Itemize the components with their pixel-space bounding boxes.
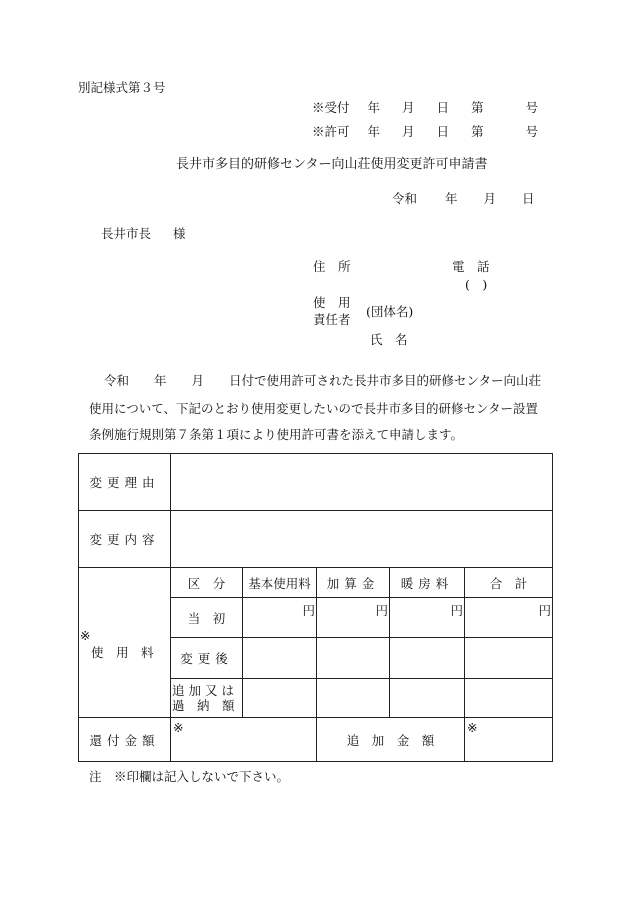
date-month: 月 (483, 191, 497, 206)
reason-label-cell (79, 454, 171, 511)
col-header-basic-fee-text: 基本使用料 (248, 575, 311, 591)
reason-label: 変更理由 (89, 475, 160, 490)
date-era: 令和 (392, 191, 418, 206)
additional-total-cell[interactable] (465, 678, 553, 717)
reception-year: 年 (367, 100, 381, 115)
refund-label-cell (79, 718, 171, 762)
date-day: 日 (522, 191, 535, 206)
application-date (392, 193, 535, 206)
document-title: 長井市多目的研修センター向山荘使用変更許可申請書 (176, 157, 488, 172)
initial-label: 当 初 (187, 610, 226, 626)
changed-basic-fee-cell[interactable] (243, 638, 317, 678)
yen-unit: 円 (538, 603, 552, 619)
content-input-cell[interactable] (171, 511, 553, 568)
initial-heating-fee-cell[interactable] (390, 598, 465, 638)
reason-row (79, 454, 553, 511)
additional-label-line2: 過 納 額 (172, 697, 235, 713)
address-label: 住 所 (313, 259, 351, 274)
refund-label: 還付金額 (89, 732, 160, 748)
col-header-surcharge (317, 568, 390, 598)
additional-basic-fee-cell[interactable] (243, 678, 317, 717)
body-line-3: 条例施行規則第７条第１項により使用許可書を添えて申請します。 (89, 427, 464, 442)
permission-day: 日 (436, 124, 450, 139)
footnote: 注 ※印欄は記入しないで下さい。 (89, 769, 290, 784)
additional-amount-cell[interactable] (465, 718, 553, 762)
col-header-category-text: 区 分 (187, 575, 226, 591)
refund-row (79, 718, 553, 762)
reception-go: 号 (525, 100, 539, 115)
content-label-cell (79, 511, 171, 568)
col-header-heating-fee (390, 568, 465, 598)
permission-line (312, 126, 538, 139)
changed-label: 変更後 (180, 651, 233, 667)
additional-surcharge-cell[interactable] (317, 678, 390, 717)
date-year: 年 (445, 191, 458, 206)
organization-label: (団体名) (366, 304, 414, 319)
initial-label-cell (171, 598, 243, 638)
refund-mark: ※ (173, 720, 184, 735)
addressee (101, 228, 186, 241)
permission-month: 月 (402, 124, 415, 139)
reception-month: 月 (402, 100, 415, 115)
additional-amount-label: 追 加 金 額 (346, 732, 435, 748)
phone-label: 電 話 (452, 259, 490, 274)
additional-heating-fee-cell[interactable] (390, 678, 465, 717)
col-header-surcharge-text: 加算金 (326, 575, 380, 591)
user-label-line2: 責任者 (313, 312, 351, 327)
fee-label-cell (79, 568, 171, 718)
reception-label: ※受付 (312, 100, 350, 115)
permission-year: 年 (367, 124, 381, 139)
initial-basic-fee-cell[interactable] (243, 598, 317, 638)
permission-go: 号 (525, 124, 539, 139)
changed-total-cell[interactable] (465, 638, 553, 678)
addressee-honorific: 様 (173, 226, 186, 241)
additional-mark: ※ (467, 720, 478, 735)
reception-no-label: 第 (471, 100, 484, 115)
yen-unit: 円 (450, 603, 463, 619)
yen-unit: 円 (375, 603, 388, 619)
refund-amount-cell[interactable] (171, 718, 317, 762)
changed-surcharge-cell[interactable] (317, 638, 390, 678)
additional-label-cell (171, 678, 243, 717)
phone-parens: ( ) (465, 277, 488, 292)
application-form-table (78, 453, 553, 762)
reception-day: 日 (436, 100, 450, 115)
col-header-basic-fee (243, 568, 317, 598)
initial-surcharge-cell[interactable] (317, 598, 390, 638)
reception-line (312, 102, 538, 115)
col-header-heating-fee-text: 暖房料 (400, 575, 454, 591)
additional-label-line1: 追加又は (172, 682, 239, 698)
col-header-category (171, 568, 243, 598)
changed-heating-fee-cell[interactable] (390, 638, 465, 678)
fee-label: 使 用 料 (91, 645, 154, 660)
initial-total-cell[interactable] (465, 598, 553, 638)
body-line-1: 令和 年 月 日付で使用許可された長井市多目的研修センター向山荘 (104, 373, 542, 388)
content-row (79, 511, 553, 568)
col-header-total (465, 568, 553, 598)
fee-header-row (79, 568, 553, 598)
permission-no-label: 第 (471, 124, 484, 139)
reason-input-cell[interactable] (171, 454, 553, 511)
form-number: 別記様式第３号 (78, 80, 166, 95)
changed-label-cell (171, 638, 243, 678)
content-label: 変更内容 (89, 532, 160, 547)
addressee-name: 長井市長 (101, 226, 152, 241)
permission-label: ※許可 (312, 124, 350, 139)
col-header-total-text: 合 計 (489, 575, 528, 591)
user-label-line1: 使 用 (313, 295, 351, 310)
fee-mark: ※ (80, 628, 91, 643)
body-line-2: 使用について、下記のとおり使用変更したいので長井市多目的研修センター設置 (89, 401, 539, 416)
yen-unit: 円 (302, 603, 315, 619)
name-label: 氏 名 (370, 332, 408, 347)
additional-amount-label-cell (317, 718, 465, 762)
